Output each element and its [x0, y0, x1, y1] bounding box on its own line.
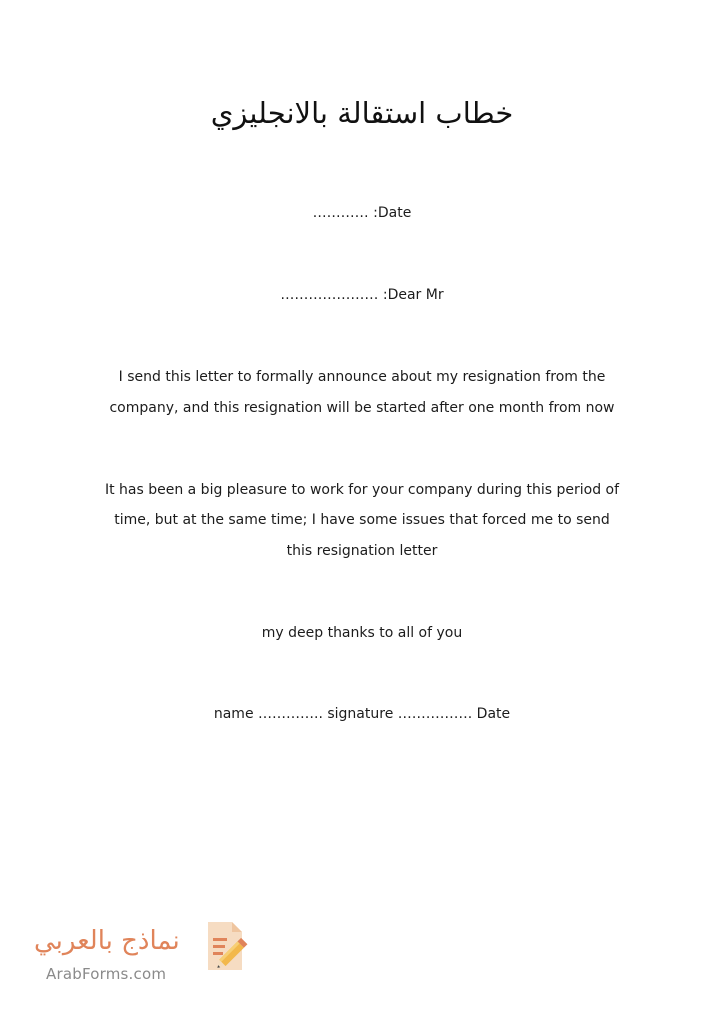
paragraph2-line2: time, but at the same time; I have some issues that forced me to send [114, 512, 610, 528]
logo-arabic-text: نماذج بالعربي [34, 926, 180, 956]
document-pencil-icon [202, 918, 250, 974]
arabforms-logo [30, 916, 260, 988]
thanks-line: my deep thanks to all of you [261, 625, 463, 641]
signature-line: name ………….. signature ……………. Date [213, 706, 511, 722]
date-line: ………… :Date [312, 205, 412, 221]
paragraph1-line2: company, and this resignation will be started after one month from now [109, 400, 615, 416]
salutation-line: ………………… :Dear Mr [280, 287, 444, 303]
logo-latin-text: ArabForms.com [46, 965, 167, 983]
paragraph2-line1: It has been a big pleasure to work for your company during this period of [104, 482, 620, 498]
paragraph2-line3: this resignation letter [286, 543, 438, 559]
paragraph1-line1: I send this letter to formally announce about my resignation from the [118, 369, 606, 385]
letter-title: خطاب استقالة بالانجليزي [210, 96, 514, 130]
